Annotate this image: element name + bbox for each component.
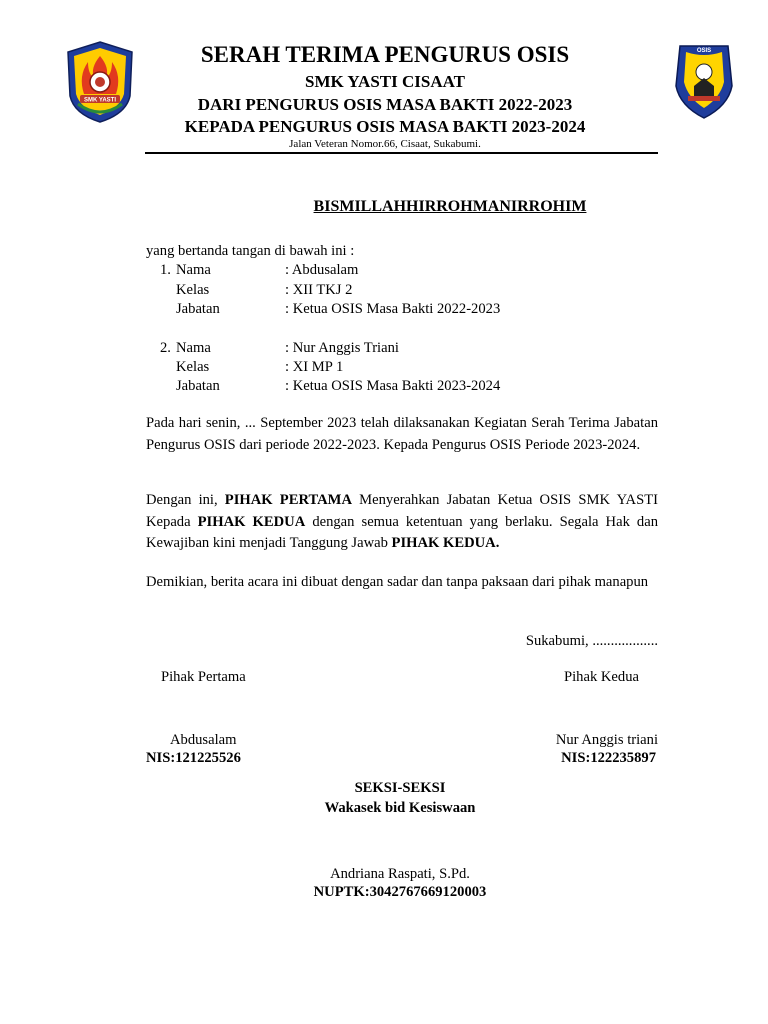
pihak-pertama-bold: PIHAK PERTAMA [224,492,352,508]
party-2-jabatan-label: Jabatan [176,378,220,394]
party-1-kelas-label: Kelas [176,282,210,298]
party-1-jabatan-value: : Ketua OSIS Masa Bakti 2022-2023 [285,301,501,317]
section-signer-nuptk: NUPTK:3042767669120003 [313,884,487,900]
party-2-kelas-label: Kelas [176,359,210,375]
party-2-number: 2. [160,340,171,356]
party-1-kelas-value: : XII TKJ 2 [285,282,353,298]
right-signer-nis: NIS:122235897 [561,750,656,766]
pihak-kedua-final-bold: PIHAK KEDUA. [391,535,500,551]
intro-text: yang bertanda tangan di bawah ini : [146,243,355,259]
para2-text-3: dengan semua ketentuan yang berlaku. Segala Hak dan Kewajiban kini menjadi Tanggung Jawab [146,513,659,551]
section-signer-name: Andriana Raspati, S.Pd. [330,866,470,882]
party-2-kelas-value: : XI MP 1 [285,359,344,375]
paragraph-handover-date: Pada hari senin, ... September 2023 telah dilaksanakan Kegiatan Serah Terima Jabatan Pengurus OSIS dari periode 2022-2023. Kepada Pengurus OSIS Periode 2023-2024. [146,415,658,453]
place-date: Sukabumi, .................. [525,633,658,649]
section-title: SEKSI-SEKSI [354,780,446,796]
para2-text-2: Menyerahkan Jabatan Ketua OSIS SMK YASTI Kepada [146,492,658,530]
right-signer-name: Nur Anggis triani [555,732,658,748]
osis-logo-text: OSIS [696,48,712,54]
right-signer-role: Pihak Kedua [564,669,639,685]
school-address: Jalan Veteran Nomor.66, Cisaat, Sukabumi. [289,138,481,150]
party-1-nama-label: Nama [176,262,211,278]
party-1-nama-value: : Abdusalam [285,262,359,278]
pihak-kedua-bold: PIHAK KEDUA [197,513,306,530]
smk-yasti-logo [64,40,136,124]
document-title: SERAH TERIMA PENGURUS OSIS [200,42,570,67]
logo-banner-text: SMK YASTI [83,97,117,104]
school-name: SMK YASTI CISAAT [305,72,465,91]
left-signer-role: Pihak Pertama [161,669,246,685]
basmalah-heading: BISMILLAHHIRROHMANIRROHIM [313,198,587,215]
party-1-jabatan-label: Jabatan [176,301,220,317]
to-period-line: KEPADA PENGURUS OSIS MASA BAKTI 2023-2024 [184,117,586,136]
party-2-nama-value: : Nur Anggis Triani [285,340,399,356]
section-role: Wakasek bid Kesiswaan [324,800,476,816]
left-signer-nis: NIS:121225526 [146,750,241,766]
paragraph-handover-statement [146,490,658,555]
party-1-number: 1. [160,262,171,278]
header-divider [145,152,658,154]
from-period-line: DARI PENGURUS OSIS MASA BAKTI 2022-2023 [197,95,573,114]
left-signer-name: Abdusalam [170,732,237,748]
party-2-nama-label: Nama [176,340,211,356]
para2-text-1: Dengan ini, [146,492,225,508]
osis-logo [672,42,736,120]
party-2-jabatan-value: : Ketua OSIS Masa Bakti 2023-2024 [285,378,501,394]
paragraph-closing: Demikian, berita acara ini dibuat dengan sadar dan tanpa paksaan dari pihak manapun [146,574,649,590]
